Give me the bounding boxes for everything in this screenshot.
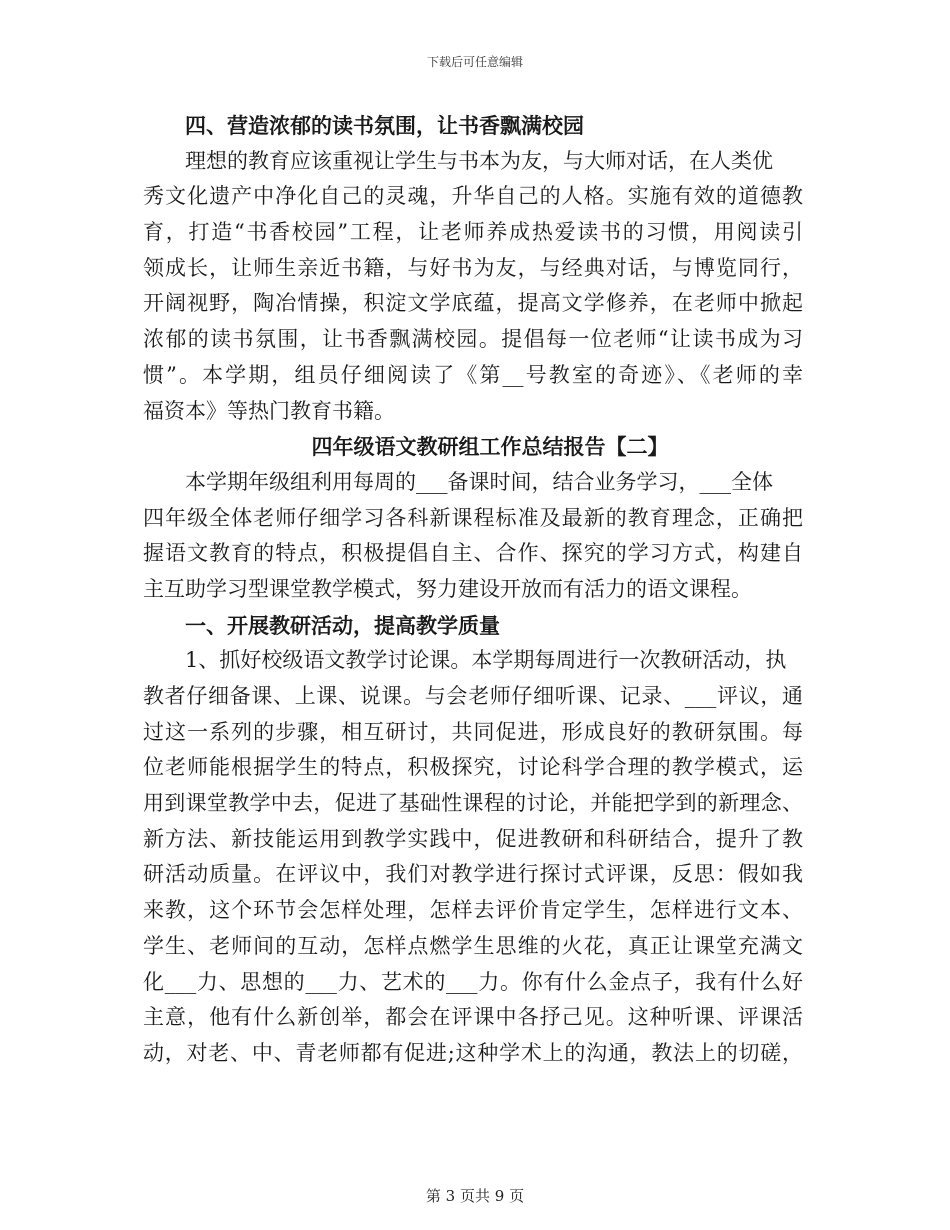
paragraph-line: 化___力、思想的___力、艺术的___力。你有什么金点子，我有什么好 (143, 969, 803, 994)
paragraph-line: 秀文化遗产中净化自己的灵魂，升华自己的人格。实施有效的道德教 (143, 184, 803, 209)
document-body (143, 108, 803, 1072)
paragraph-line: 育，打造“书香校园”工程，让老师养成热爱读书的习惯，用阅读引 (143, 220, 803, 245)
paragraph-line: 过这一系列的步骤，相互研讨，共同促进，形成良好的教研氛围。每 (143, 719, 803, 744)
paragraph-line: 位老师能根据学生的特点，积极探究，讨论科学合理的教学模式，运 (143, 755, 803, 780)
paragraph-line: 浓郁的读书氛围，让书香飘满校园。提倡每一位老师“让读书成为习 (143, 327, 803, 352)
section-heading-4: 四、营造浓郁的读书氛围，让书香飘满校园 (185, 113, 584, 138)
paragraph-line: 1、抓好校级语文教学讨论课。本学期每周进行一次教研活动，执 (185, 648, 787, 673)
paragraph-line: 教者仔细备课、上课、说课。与会老师仔细听课、记录、___评议，通 (143, 684, 803, 708)
paragraph-line: 新方法、新技能运用到教学实践中，促进教研和科研结合，提升了教 (143, 826, 803, 851)
paragraph-line: 主意，他有什么新创举，都会在评课中各抒己见。这种听课、评课活 (143, 1005, 803, 1030)
paragraph-line: 惯”。本学期，组员仔细阅读了《第__号教室的奇迹》、《老师的幸 (143, 362, 803, 387)
paragraph-line: 握语文教育的特点，积极提倡自主、合作、探究的学习方式，构建自 (143, 541, 803, 566)
paragraph-line: 研活动质量。在评议中，我们对教学进行探讨式评课，反思：假如我 (143, 862, 803, 887)
paragraph-line: 开阔视野，陶冶情操，积淀文学底蕴，提高文学修养，在老师中掀起 (143, 291, 803, 316)
paragraph-line: 主互助学习型课堂教学模式，努力建设开放而有活力的语文课程。 (143, 576, 752, 601)
paragraph-line: 本学期年级组利用每周的___备课时间，结合业务学习，___全体 (185, 469, 773, 494)
page-header-note: 下载后可任意编辑 (426, 55, 523, 69)
paragraph-line: 四年级全体老师仔细学习各科新课程标准及最新的教育理念，正确把 (143, 505, 803, 530)
paragraph-line: 来教，这个环节会怎样处理，怎样去评价肯定学生，怎样进行文本、 (143, 898, 803, 923)
paragraph-line: 用到课堂教学中去，促进了基础性课程的讨论，并能把学到的新理念、 (143, 791, 803, 816)
page-number: 第 3 页共 9 页 (425, 1187, 525, 1205)
paragraph-line: 理想的教育应该重视让学生与书本为友，与大师对话，在人类优 (185, 148, 773, 173)
report-title: 四年级语文教研组工作总结报告【二】 (311, 434, 669, 460)
paragraph-line: 动，对老、中、青老师都有促进;这种学术上的沟通，教法上的切磋， (143, 1040, 803, 1065)
paragraph-line: 福资本》等热门教育书籍。 (143, 398, 395, 423)
paragraph-line: 学生、老师间的互动，怎样点燃学生思维的火花，真正让课堂充满文 (143, 933, 803, 958)
paragraph-line: 领成长，让师生亲近书籍，与好书为友，与经典对话，与博览同行， (143, 255, 803, 280)
section-heading-1: 一、开展教研活动，提高教学质量 (185, 612, 500, 638)
